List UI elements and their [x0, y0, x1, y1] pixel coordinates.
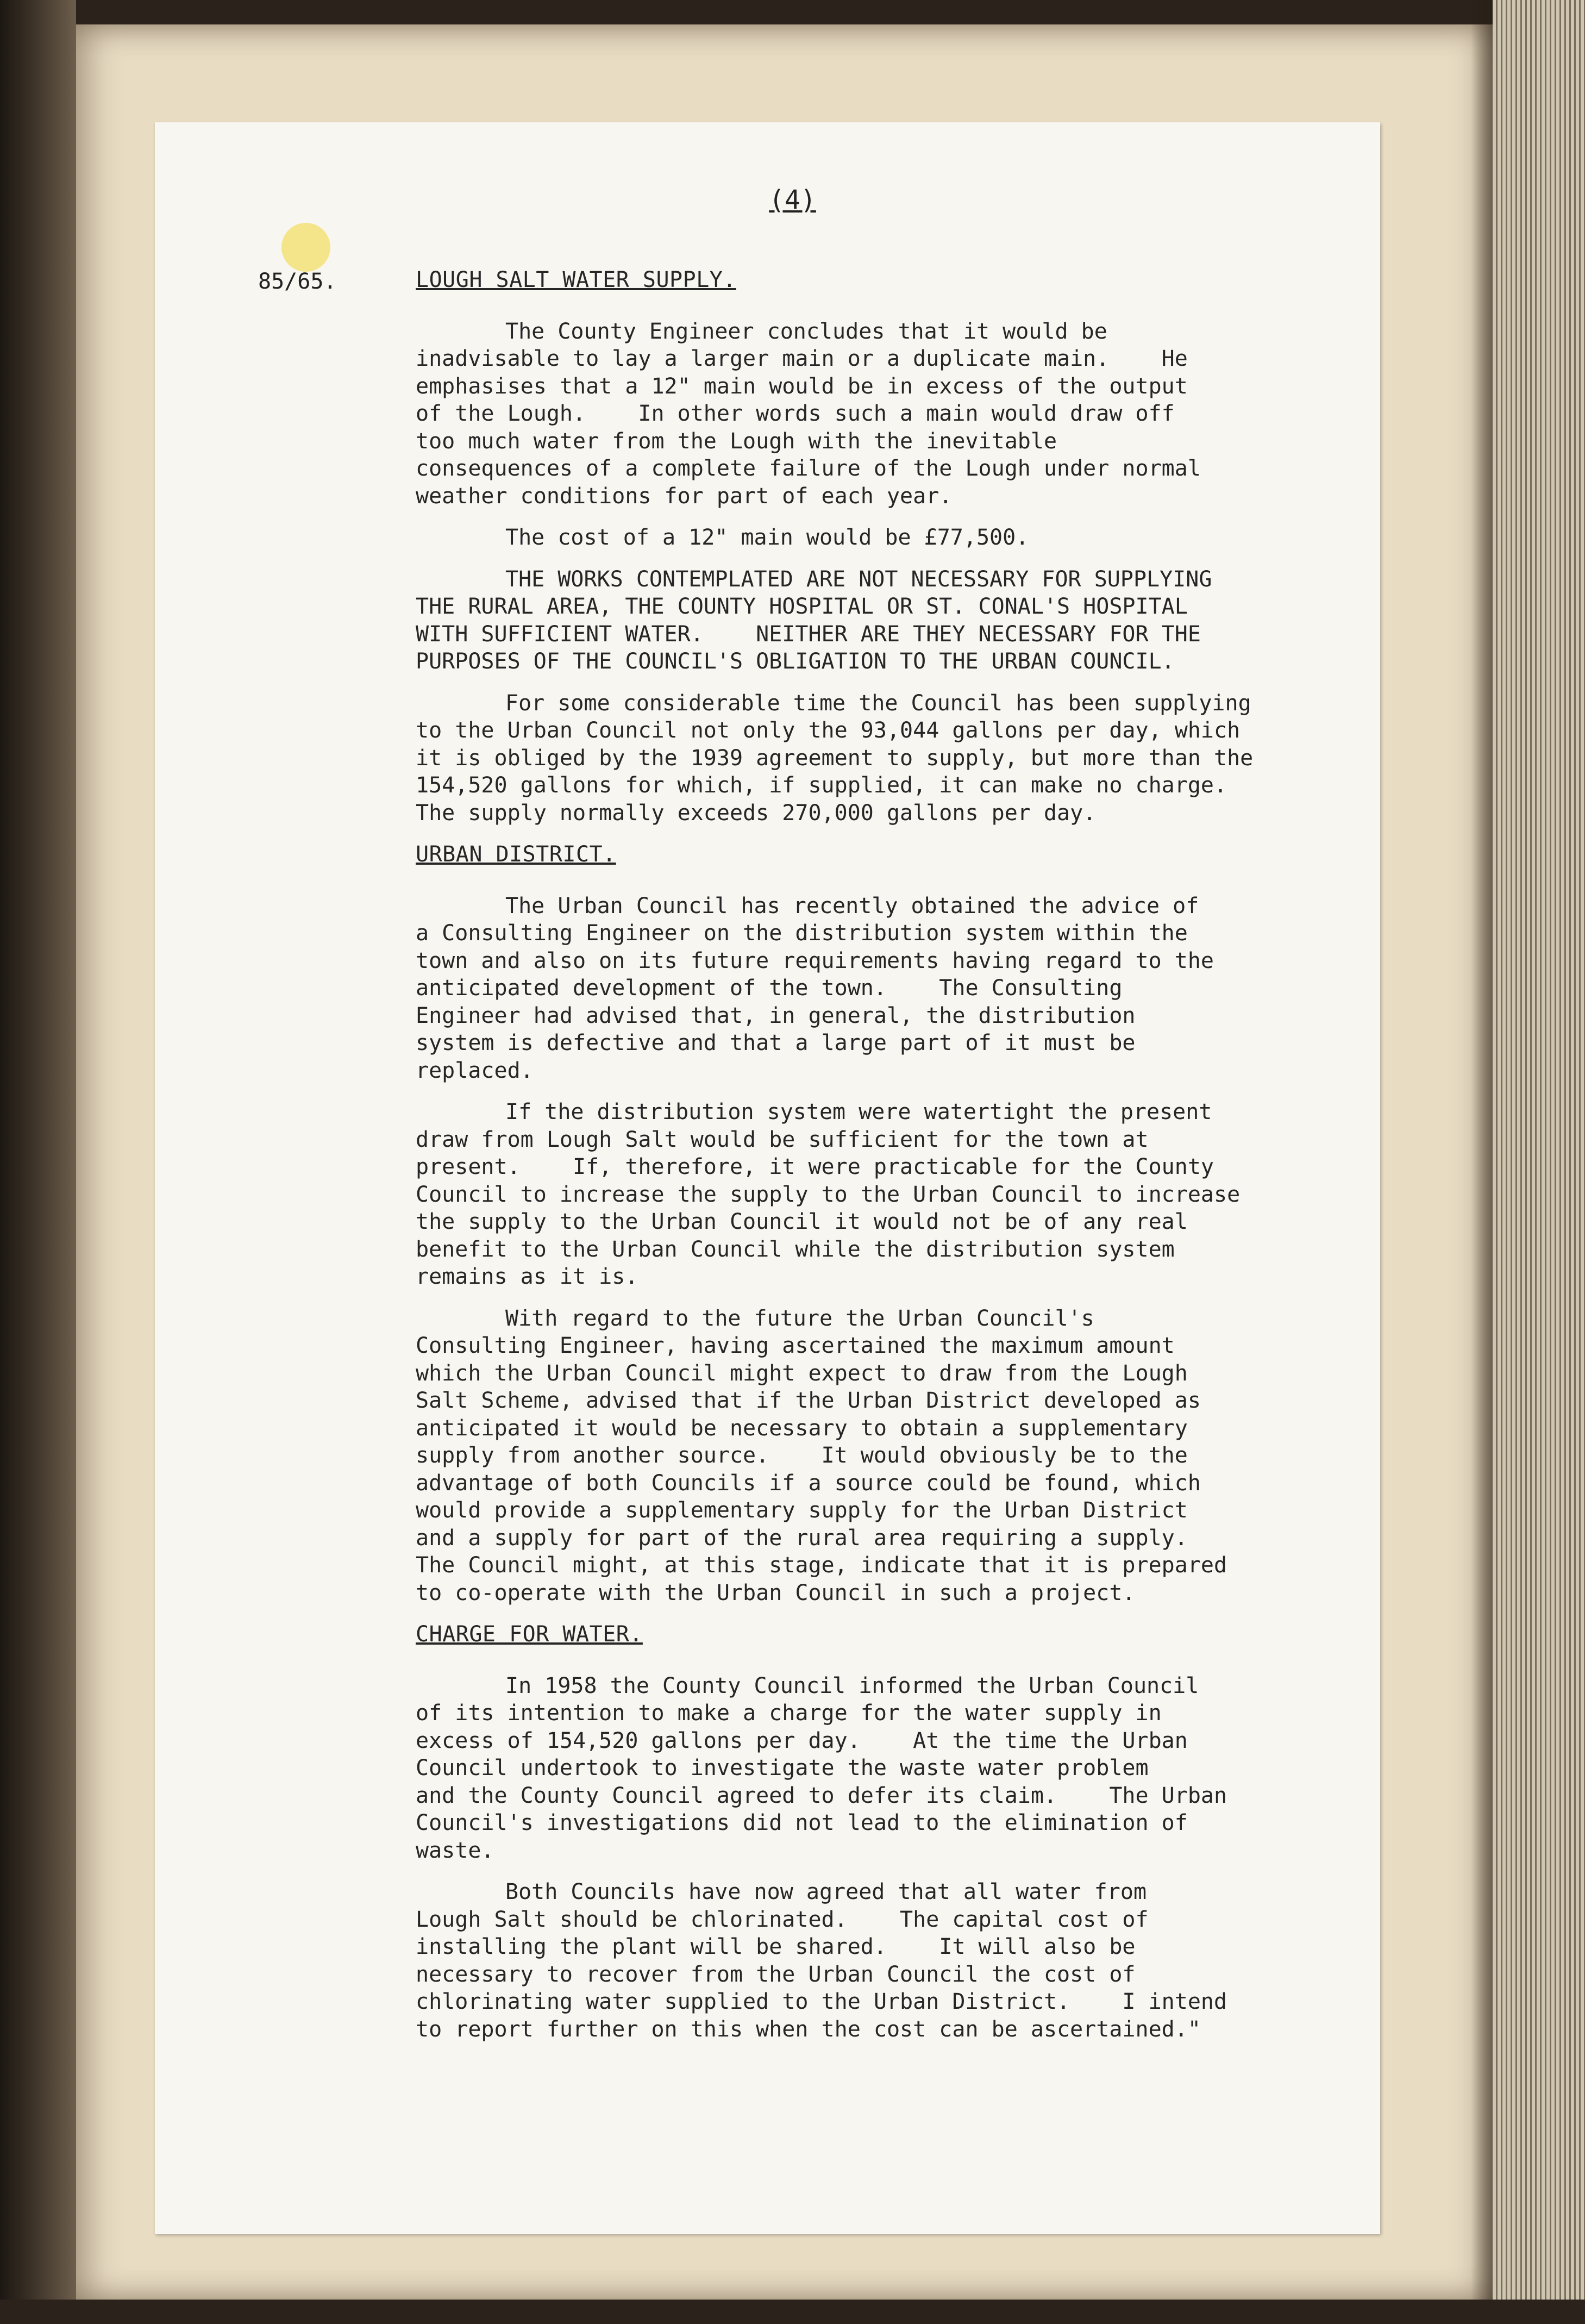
text-line: Council to increase the supply to the Urban Council to increase	[416, 1182, 1241, 1207]
text-line: to the Urban Council not only the 93,044 gallons per day, which	[416, 718, 1241, 743]
text-line: anticipated it would be necessary to obtain a supplementary	[416, 1415, 1188, 1441]
text-line: which the Urban Council might expect to draw from the Lough	[416, 1360, 1188, 1386]
text-line: Lough Salt should be chlorinated. The capital cost of	[416, 1907, 1149, 1932]
text-line: town and also on its future requirements having regard to the	[416, 948, 1214, 973]
text-line: benefit to the Urban Council while the distribution system	[416, 1236, 1175, 1262]
page-edge-shadow	[1471, 0, 1493, 2324]
paragraph	[416, 1305, 1372, 1607]
document-body	[416, 266, 1372, 2057]
text-line: Council undertook to investigate the waste water problem	[416, 1756, 1149, 1781]
book-binding	[0, 0, 76, 2324]
text-line: WITH SUFFICIENT WATER. NEITHER ARE THEY NECESSARY FOR THE	[416, 621, 1201, 647]
text-line: PURPOSES OF THE COUNCIL'S OBLIGATION TO THE URBAN COUNCIL.	[416, 649, 1175, 674]
text-line: the supply to the Urban Council it would not be of any real	[416, 1209, 1188, 1234]
text-line: supply from another source. It would obviously be to the	[416, 1443, 1188, 1468]
text-line: The County Engineer concludes that it would be	[505, 318, 1107, 344]
text-line: waste.	[416, 1838, 494, 1863]
text-line: In 1958 the County Council informed the Urban Council	[505, 1673, 1199, 1698]
text-line: necessary to recover from the Urban Council the cost of	[416, 1961, 1136, 1987]
text-line: Engineer had advised that, in general, the distribution	[416, 1003, 1136, 1028]
text-line: of the Lough. In other words such a main would draw off	[416, 401, 1175, 426]
text-line: With regard to the future the Urban Council's	[505, 1305, 1094, 1331]
text-line: The supply normally exceeds 270,000 gallons per day.	[416, 800, 1097, 826]
text-line: emphasises that a 12" main would be in excess of the output	[416, 373, 1188, 399]
scan-bottom-border	[0, 2300, 1585, 2324]
paragraph	[416, 524, 1372, 552]
text-line: Both Councils have now agreed that all water from	[505, 1879, 1147, 1904]
text-line: remains as it is.	[416, 1264, 638, 1289]
text-line: consequences of a complete failure of the Lough under normal	[416, 456, 1201, 481]
paragraph	[416, 318, 1372, 510]
paragraph	[416, 690, 1372, 827]
text-line: The cost of a 12" main would be £77,500.	[505, 525, 1029, 550]
paragraph	[416, 1878, 1372, 2043]
text-line: If the distribution system were watertight the present	[505, 1099, 1212, 1124]
text-line: installing the plant will be shared. It will also be	[416, 1934, 1136, 1959]
text-line: 154,520 gallons for which, if supplied, it can make no charge.	[416, 773, 1227, 798]
minute-number: 85/65.	[258, 269, 337, 294]
text-line: replaced.	[416, 1058, 534, 1083]
text-line: advantage of both Councils if a source could be found, which	[416, 1470, 1201, 1496]
text-line: For some considerable time the Council has been supplying	[505, 690, 1251, 716]
section-heading: LOUGH SALT WATER SUPPLY.	[416, 267, 736, 292]
text-line: The Council might, at this stage, indicate that it is prepared	[416, 1553, 1227, 1578]
text-line: inadvisable to lay a larger main or a duplicate main. He	[416, 346, 1188, 371]
text-line: and the County Council agreed to defer its claim. The Urban	[416, 1783, 1227, 1808]
text-line: would provide a supplementary supply for the Urban District	[416, 1498, 1188, 1523]
page-number: (4)	[769, 185, 816, 215]
paragraph	[416, 566, 1372, 676]
text-line: Consulting Engineer, having ascertained the maximum amount	[416, 1333, 1175, 1358]
yellow-sticker-dot	[281, 223, 330, 272]
book-page-edges	[1493, 0, 1585, 2324]
text-line: The Urban Council has recently obtained the advice of	[505, 893, 1199, 919]
text-line: Council's investigations did not lead to the elimination of	[416, 1810, 1188, 1835]
paragraph	[416, 1098, 1372, 1291]
text-line: too much water from the Lough with the inevitable	[416, 428, 1057, 454]
section-heading: URBAN DISTRICT.	[416, 842, 616, 867]
text-line: chlorinating water supplied to the Urban District. I intend	[416, 1989, 1227, 2014]
text-line: of its intention to make a charge for the water supply in	[416, 1701, 1162, 1726]
text-line: to report further on this when the cost can be ascertained."	[416, 2016, 1201, 2042]
text-line: and a supply for part of the rural area requiring a supply.	[416, 1525, 1188, 1551]
text-line: THE RURAL AREA, THE COUNTY HOSPITAL OR ST. CONAL'S HOSPITAL	[416, 594, 1188, 619]
text-line: it is obliged by the 1939 agreement to supply, but more than the	[416, 745, 1254, 771]
text-line: weather conditions for part of each year.	[416, 483, 953, 509]
text-line: present. If, therefore, it were practicable for the County	[416, 1154, 1214, 1179]
text-line: anticipated development of the town. The Consulting	[416, 976, 1123, 1001]
section-heading: CHARGE FOR WATER.	[416, 1622, 643, 1647]
text-line: excess of 154,520 gallons per day. At the time the Urban	[416, 1728, 1188, 1753]
text-line: THE WORKS CONTEMPLATED ARE NOT NECESSARY FOR SUPPLYING	[505, 566, 1212, 592]
text-line: system is defective and that a large part of it must be	[416, 1030, 1136, 1055]
paragraph	[416, 1672, 1372, 1865]
text-line: Salt Scheme, advised that if the Urban District developed as	[416, 1388, 1201, 1413]
text-line: draw from Lough Salt would be sufficient for the town at	[416, 1127, 1149, 1152]
text-line: to co-operate with the Urban Council in such a project.	[416, 1580, 1136, 1605]
text-line: a Consulting Engineer on the distribution system within the	[416, 921, 1188, 946]
paragraph	[416, 892, 1372, 1085]
